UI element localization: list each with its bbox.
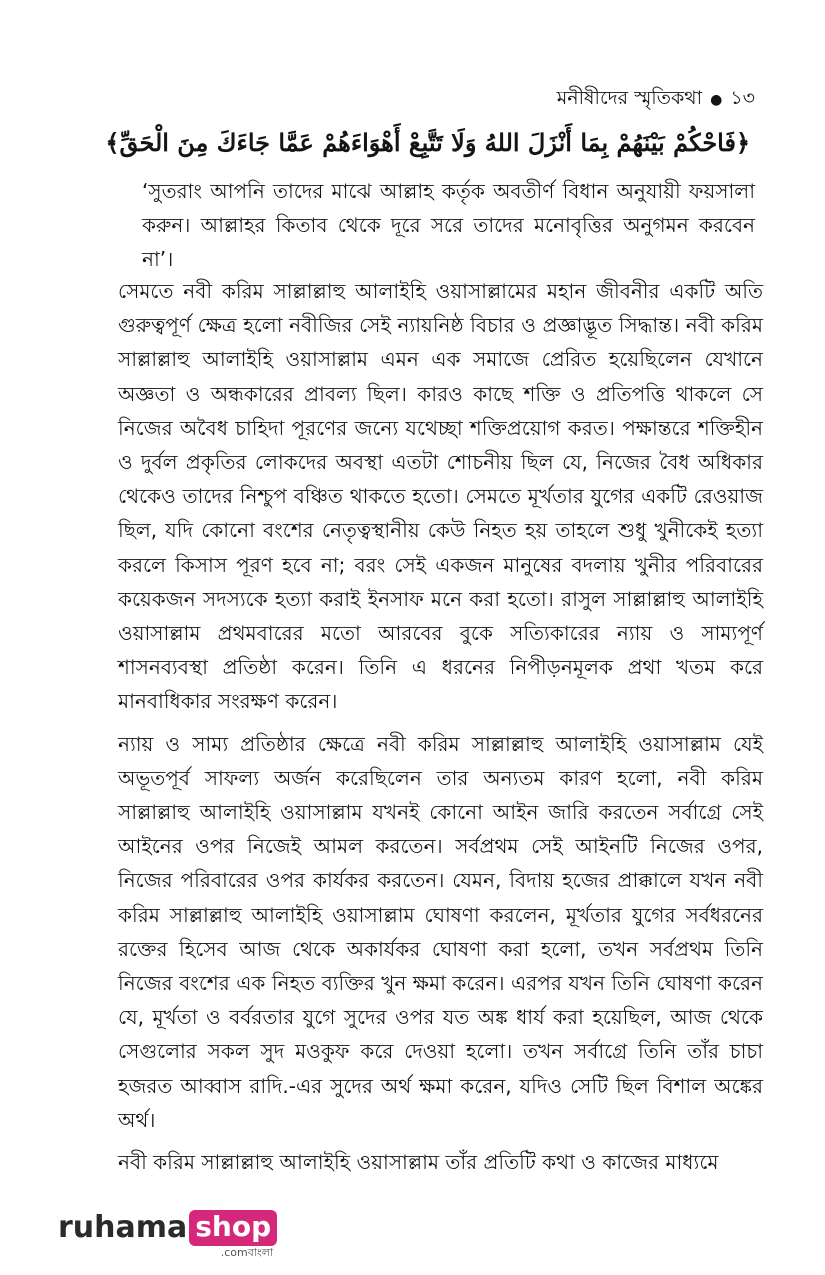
logo-shop-badge [189, 1210, 277, 1259]
main-text [118, 274, 763, 1187]
running-header [557, 84, 755, 116]
paragraph: সেমতে নবী করিম সাল্লাল্লাহু আলাইহি ওয়াসাল্লামের মহান জীবনীর একটি অতি গুরুত্বপূর্ণ ক্ষেত্র হলো নবীজির সেই ন্যায়নিষ্ঠ বিচার ও প্রজ্ঞাদ্ভূত সিদ্ধান্ত। নবী করিম সাল্লাল্লাহু আলাইহি ওয়াসাল্লাম এমন এক সমাজে প্রেরিত হয়েছিলেন যেখানে অজ্ঞতা ও অন্ধকারের প্রাবল্য ছিল। কারও কাছে শক্তি ও প্রতিপত্তি থাকলে সে নিজের অবৈধ চাহিদা পূরণের জন্যে যথেচ্ছা শক্তিপ্রয়োগ করত। পক্ষান্তরে শক্তিহীন ও দুর্বল প্রকৃতির লোকদের অবস্থা এতটা শোচনীয় ছিল যে, নিজের বৈধ অধিকার থেকেও তাদের নিশ্চুপ বঞ্চিত থাকতে হতো। সেমতে মূর্খতার যুগের একটি রেওয়াজ ছিল, যদি কোনো বংশের নেতৃত্বস্থানীয় কেউ নিহত হয় তাহলে শুধু খুনীকেই হত্যা করলে কিসাস পূরণ হবে না; বরং সেই একজন মানুষের বদলায় খুনীর পরিবারের কয়েকজন সদস্যকে হত্যা করাই ইনসাফ মনে করা হতো। রাসুল সাল্লাল্লাহু আলাইহি ওয়াসাল্লাম প্রথমবারের মতো আরবের বুকে সত্যিকারের ন্যায় ও সাম্যপূর্ণ শাসনব্যবস্থা প্রতিষ্ঠা করেন। তিনি এ ধরনের নিপীড়নমূলক প্রথা খতম করে মানবাধিকার সংরক্ষণ করেন। [118, 279, 763, 714]
page-number: ১৩ [730, 87, 755, 109]
logo-domain: .comবাংলা [220, 1246, 274, 1259]
logo-shop-label: shop [189, 1210, 277, 1246]
paragraph: নবী করিম সাল্লাল্লাহু আলাইহি ওয়াসাল্লাম তাঁর প্রতিটি কথা ও কাজের মাধ্যমে [118, 1150, 719, 1175]
verse-translation: ‘সুতরাং আপনি তাদের মাঝে আল্লাহ কর্তৃক অবতীর্ণ বিধান অনুযায়ী ফয়সালা করুন। আল্লাহর কিতাব থেকে দূরে সরে তাদের মনোবৃত্তির অনুগমন করবেন না’। [142, 179, 755, 271]
logo-wordmark: ruhama [58, 1210, 188, 1245]
bullet-icon: ● [710, 92, 723, 108]
arabic-verse: ﴿فَاحْكُمْ بَيْنَهُمْ بِمَا أَنْزَلَ اللهُ وَلَا تَتَّبِعْ أَهْوَاءَهُمْ عَمَّا جَاءَكَ مِنَ الْحَقِّ﴾ [105, 128, 750, 157]
ruhamashop-logo [58, 1210, 277, 1259]
paragraph: ন্যায় ও সাম্য প্রতিষ্ঠার ক্ষেত্রে নবী করিম সাল্লাল্লাহু আলাইহি ওয়াসাল্লাম যেই অভূতপূর্ব সাফল্য অর্জন করেছিলেন তার অন্যতম কারণ হলো, নবী করিম সাল্লাল্লাহু আলাইহি ওয়াসাল্লাম যখনই কোনো আইন জারি করতেন সর্বাগ্রে সেই আইনের ওপর নিজেই আমল করতেন। সর্বপ্রথম সেই আইনটি নিজের ওপর, নিজের পরিবারের ওপর কার্যকর করতেন। যেমন, বিদায় হজের প্রাক্কালে যখন নবী করিম সাল্লাল্লাহু আলাইহি ওয়াসাল্লাম ঘোষণা করলেন, মূর্খতার যুগের সর্বধরনের রক্তের হিসেব আজ থেকে অকার্যকর ঘোষণা করা হলো, তখন সর্বপ্রথম তিনি নিজের বংশের এক নিহত ব্যক্তির খুন ক্ষমা করেন। এরপর যখন তিনি ঘোষণা করেন যে, মূর্খতা ও বর্বরতার যুগে সুদের ওপর যত অঙ্ক ধার্য করা হয়েছিল, আজ থেকে সেগুলোর সকল সুদ মওকুফ করে দেওয়া হলো। তখন সর্বাগ্রে তিনি তাঁর চাচা হজরত আব্বাস রাদি.-এর সুদের অর্থ ক্ষমা করেন, যদিও সেটি ছিল বিশাল অঙ্কের অর্থ। [118, 731, 763, 1132]
book-title: মনীষীদের স্মৃতিকথা [556, 87, 703, 109]
